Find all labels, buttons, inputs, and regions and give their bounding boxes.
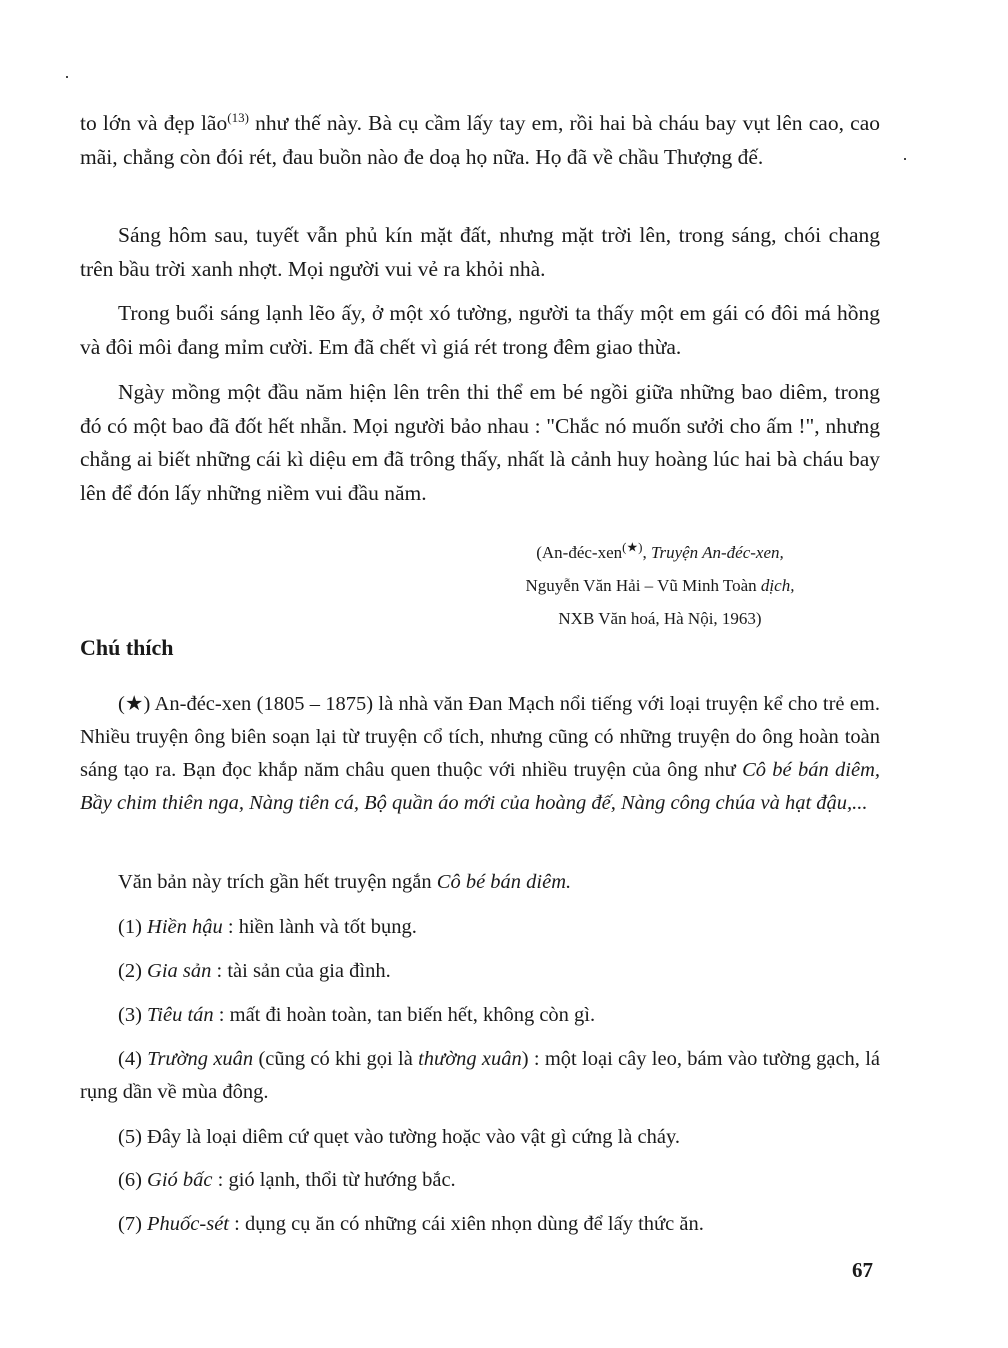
note-term: Gió bấc	[147, 1169, 213, 1191]
story-text: to lớn và đẹp lão	[80, 111, 228, 135]
source-line-3: NXB Văn hoá, Hà Nội, 1963)	[558, 609, 762, 628]
note-excerpt: Văn bản này trích gần hết truyện ngắn Cô bé bán diêm.	[118, 871, 572, 893]
story-paragraph-3	[80, 297, 880, 364]
note-1: (1) Hiền hậu : hiền lành và tốt bụng.	[118, 916, 417, 938]
story-text: Trong buổi sáng lạnh lẽo ấy, ở một xó tường, người ta thấy một em gái có đôi má hồng và đôi môi đang mỉm cười. Em đã chết vì giá rét trong đêm giao thừa.	[80, 301, 880, 359]
note-3: (3) Tiêu tán : mất đi hoàn toàn, tan biến hết, không còn gì.	[118, 1004, 596, 1026]
note-7: (7) Phuốc-sét : dụng cụ ăn có những cái xiên nhọn dùng để lấy thức ăn.	[118, 1213, 704, 1235]
note-term: Hiền hậu	[147, 916, 223, 938]
note-term: Gia sản	[147, 960, 212, 982]
story-text: Ngày mồng một đầu năm hiện lên trên thi thể em bé ngồi giữa những bao diêm, trong đó có một bao đã đốt hết nhẵn. Mọi người bảo nhau : "Chắc nó muốn sưởi cho ấm !", nhưng chẳng ai biết những cái kì diệu em đã trông thấy, nhất là cảnh huy hoàng lúc hai bà cháu bay lên để đón lấy những niềm vui đầu năm.	[80, 380, 880, 505]
scan-speck	[66, 76, 68, 78]
note-term: Trường xuân	[147, 1048, 254, 1070]
book-title: Truyện An-đéc-xen,	[650, 543, 784, 562]
source-line-2: Nguyễn Văn Hải – Vũ Minh Toàn dịch,	[525, 576, 795, 595]
note-5: (5) Đây là loại diêm cứ quẹt vào tường hoặc vào vật gì cứng là cháy.	[118, 1126, 680, 1148]
scan-speck	[904, 158, 906, 160]
note-4: (4) Trường xuân (cũng có khi gọi là thường xuân) : một loại cây leo, bám vào tường gạch, lá rụng dần về mùa đông.	[80, 1048, 880, 1103]
note-2: (2) Gia sản : tài sản của gia đình.	[118, 960, 391, 982]
notes-heading: Chú thích	[80, 635, 174, 660]
star-ref: (★)	[622, 539, 643, 555]
story-paragraph-2	[80, 219, 880, 286]
story-text: Sáng hôm sau, tuyết vẫn phủ kín mặt đất, nhưng mặt trời lên, trong sáng, chói chang trên bầu trời xanh nhợt. Mọi người vui vẻ ra khỏi nhà.	[80, 223, 880, 281]
note-term: Tiêu tán	[147, 1004, 214, 1026]
page-number: 67	[852, 1258, 873, 1282]
note-6: (6) Gió bấc : gió lạnh, thổi từ hướng bắc.	[118, 1169, 456, 1191]
source-line-1: (An-đéc-xen(★), Truyện An-đéc-xen,	[536, 539, 784, 562]
footnote-ref-13: (13)	[227, 109, 249, 125]
note-term: Phuốc-sét	[147, 1213, 230, 1235]
story-text: như thế này. Bà cụ cầm lấy tay em, rồi hai bà cháu bay vụt lên cao, cao mãi, chẳng còn đói rét, đau buồn nào đe doạ họ nữa. Họ đã về chầu Thượng đế.	[80, 111, 880, 169]
story-paragraph-1	[80, 107, 880, 174]
note-star: (★) An-đéc-xen (1805 – 1875) là nhà văn Đan Mạch nổi tiếng với loại truyện kể cho trẻ em. Nhiều truyện ông biên soạn lại từ truyện cổ tích, nhưng cũng có những truyện do ông hoàn toàn sáng tạo ra. Bạn đọc khắp năm châu quen thuộc với nhiều truyện của ông như Cô bé bán diêm, Bầy chim thiên nga, Nàng tiên cá, Bộ quần áo mới của hoàng đế, Nàng công chúa và hạt đậu,...	[80, 693, 880, 814]
story-paragraph-4	[80, 376, 880, 510]
story-titles: Cô bé bán diêm, Bầy chim thiên nga, Nàng tiên cá, Bộ quần áo mới của hoàng đế, Nàng công chúa và hạt đậu,...	[80, 759, 880, 814]
note-term: thường xuân	[418, 1048, 522, 1070]
